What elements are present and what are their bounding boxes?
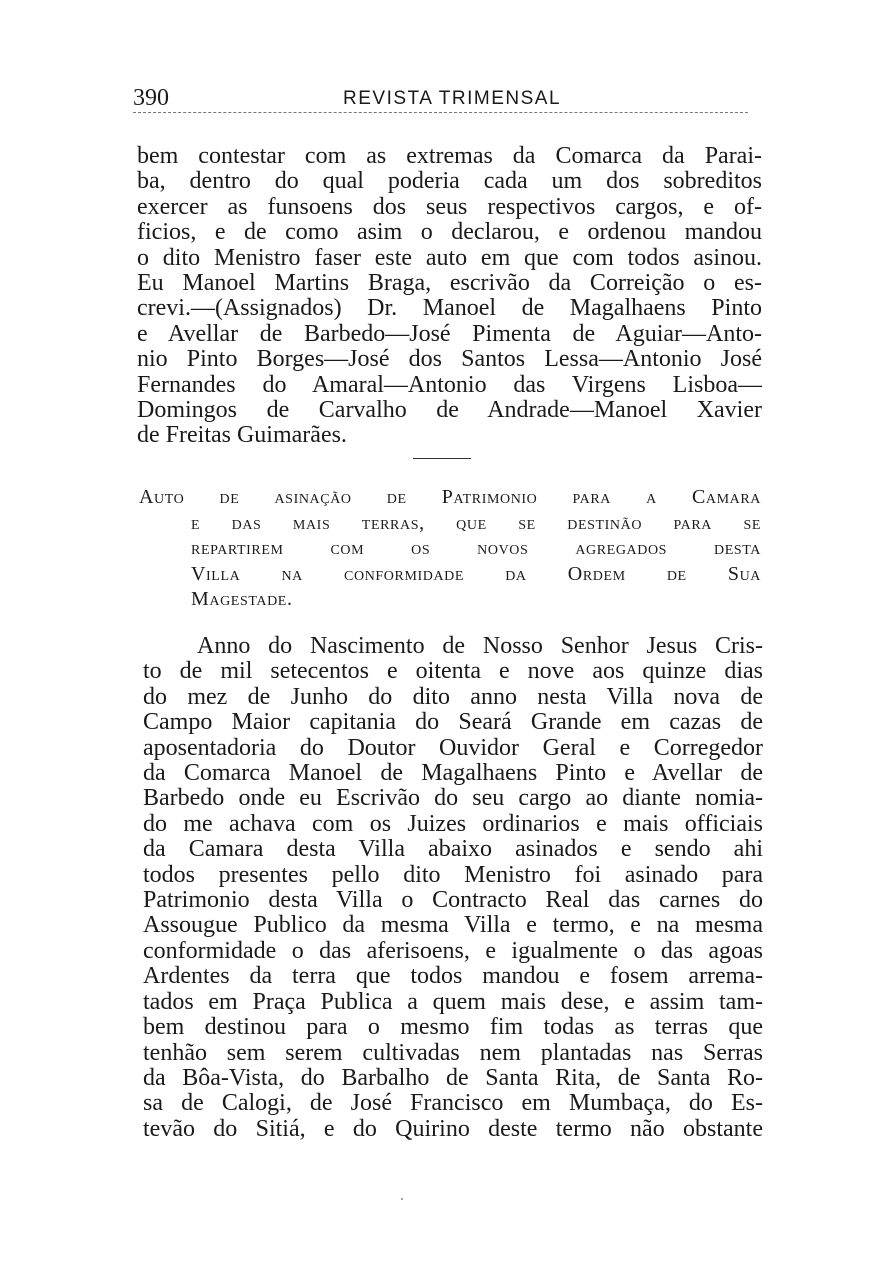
text-line: da Bôa-Vista, do Barbalho de Santa Rita, de Santa Ro- (143, 1064, 763, 1091)
header-rule (133, 112, 748, 113)
text-line: Anno do Nascimento de Nosso Senhor Jesus Cris- (197, 633, 763, 659)
text-line: tevão do Sitiá, e do Quirino deste termo não obstante (143, 1115, 763, 1142)
page-header (133, 84, 763, 116)
text-line: Domingos de Carvalho de Andrade—Manoel Xavier (137, 397, 762, 424)
text-line: sa de Calogi, de José Francisco em Mumbaça, do Es- (143, 1090, 763, 1117)
text-line: Eu Manoel Martins Braga, escrivão da Correição o es- (137, 270, 762, 297)
text-line: Fernandes do Amaral—Antonio das Virgens Lisboa— (137, 371, 762, 398)
text-line: ba, dentro do qual poderia cada um dos sobreditos (137, 168, 762, 195)
text-line: tados em Praça Publica a quem mais dese, e assim tam- (143, 988, 763, 1015)
text-line: Assougue Publico da mesma Villa e termo, e na mesma (143, 912, 763, 939)
text-line: ficios, e de como asim o declarou, e ordenou mandou (137, 219, 762, 246)
text-line: todos presentes pello dito Menistro foi asinado para (143, 861, 763, 888)
text-line: to de mil setecentos e oitenta e nove aos quinze dias (143, 658, 763, 685)
text-line: nio Pinto Borges—José dos Santos Lessa—Antonio José (137, 346, 762, 373)
text-line: da Comarca Manoel de Magalhaens Pinto e Avellar de (143, 760, 763, 787)
text-line: tenhão sem serem cultivadas nem plantadas nas Serras (143, 1039, 763, 1066)
text-line: o dito Menistro faser este auto em que com todos asinou. (137, 244, 762, 271)
section-heading (139, 485, 761, 613)
text-line: conformidade o das aferisoens, e igualmente o das agoas (143, 937, 763, 964)
section-separator (413, 458, 471, 459)
text-line: da Camara desta Villa abaixo asinados e sendo ahi (143, 836, 763, 863)
paragraph-1 (137, 144, 762, 449)
text-line: Barbedo onde eu Escrivão do seu cargo ao diante nomia- (143, 785, 763, 812)
text-line: aposentadoria do Doutor Ouvidor Geral e Corregedor (143, 734, 763, 761)
page-speck (401, 1198, 403, 1200)
text-line: do mez de Junho do dito anno nesta Villa nova de (143, 683, 763, 710)
heading-line: repartirem com os novos agregados desta (191, 537, 761, 559)
paragraph-2 (143, 634, 763, 1142)
text-line: Campo Maior capitania do Seará Grande em cazas de (143, 709, 763, 736)
heading-line: Magestade. (191, 588, 293, 610)
text-line: de Freitas Guimarães. (137, 422, 347, 449)
text-line: exercer as funsoens dos seus respectivos cargos, e of- (137, 193, 762, 220)
text-line: bem destinou para o mesmo fim todas as terras que (143, 1014, 763, 1041)
text-line: Patrimonio desta Villa o Contracto Real das carnes do (143, 887, 763, 914)
heading-line: e das mais terras, que se destinão para se (191, 511, 761, 534)
heading-line: Auto de asinação de Patrimonio para a Camara (139, 486, 761, 508)
text-line: bem contestar com as extremas da Comarca da Parai- (137, 143, 762, 169)
text-line: do me achava com os Juizes ordinarios e mais officiais (143, 810, 763, 837)
text-line: Ardentes da terra que todos mandou e fosem arrema- (143, 963, 763, 990)
page-number: 390 (133, 85, 169, 111)
text-line: crevi.—(Assignados) Dr. Manoel de Magalhaens Pinto (137, 295, 762, 322)
heading-line: Villa na conformidade da Ordem de Sua (191, 562, 761, 585)
running-title: REVISTA TRIMENSAL (343, 88, 562, 109)
text-line: e Avellar de Barbedo—José Pimenta de Aguiar—Anto- (137, 320, 762, 347)
